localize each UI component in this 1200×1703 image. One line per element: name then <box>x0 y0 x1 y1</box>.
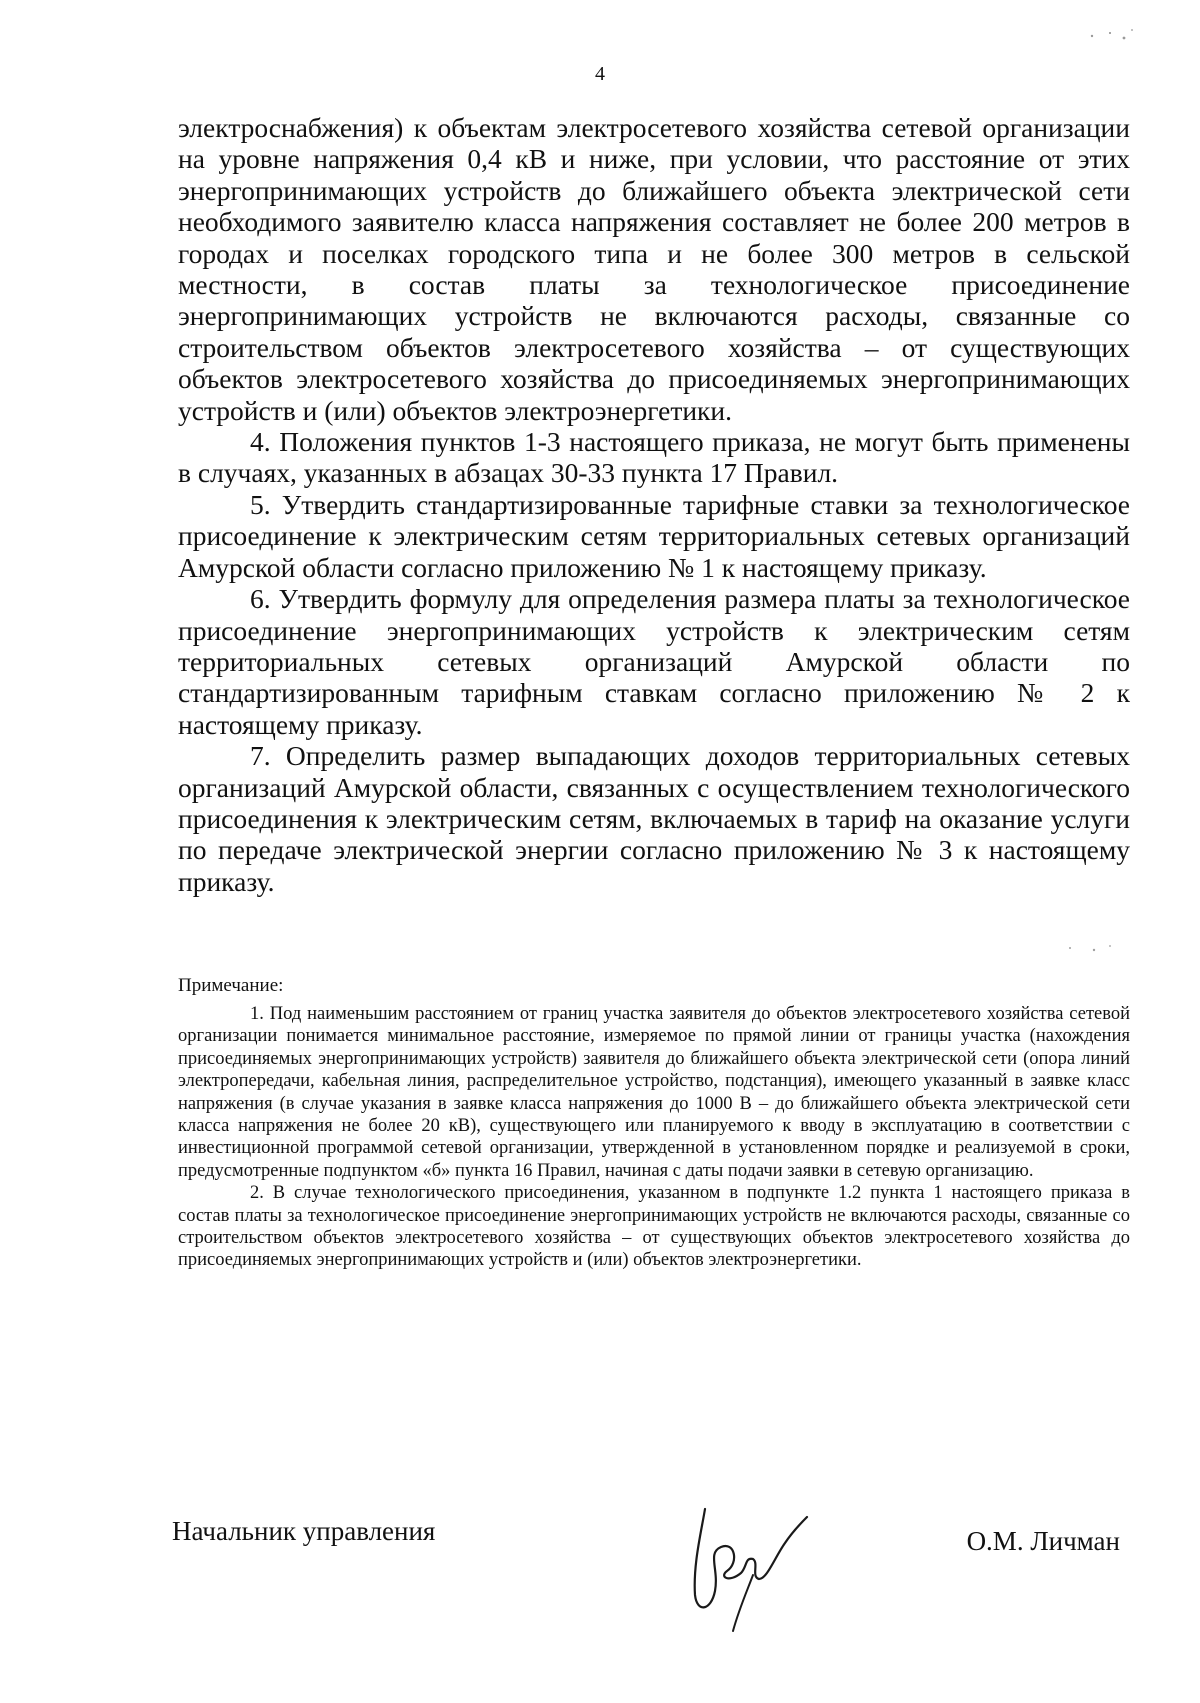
main-body-text <box>178 112 1130 897</box>
signatory-name: О.М. Личман <box>966 1526 1120 1556</box>
paragraph-item-5: 5. Утвердить стандартизированные тарифные ставки за технологическое присоединение к электрическим сетям территориальных сетевых организаций Амурской области согласно приложению № 1 к настоящему приказу. <box>178 488 1130 583</box>
paragraph-item-7: 7. Определить размер выпадающих доходов территориальных сетевых организаций Амурской области, связанных с осуществлением технологического присоединения к электрическим сетям, включаемых в тариф на оказание услуги по передаче электрической энергии согласно приложению № 3 к настоящему приказу. <box>178 740 1130 897</box>
signatory-position: Начальник управления <box>172 1516 436 1546</box>
scan-noise-mark <box>1080 24 1140 46</box>
note-heading: Примечание: <box>178 975 284 996</box>
paragraph-item-4: 4. Положения пунктов 1-3 настоящего приказа, не могут быть применены в случаях, указанных в абзацах 30-33 пункта 17 Правил. <box>178 426 1130 489</box>
signature-block <box>172 1515 1120 1665</box>
scan-noise-mark <box>1060 938 1120 960</box>
paragraph-item-6: 6. Утвердить формулу для определения размера платы за технологическое присоединение энергопринимающих устройств к электрическим сетям территориальных сетевых организаций Амурской области по стандартизированным тарифным ставкам согласно приложению № 2 к настоящему приказу. <box>178 583 1130 740</box>
handwritten-signature <box>667 1487 817 1637</box>
page-number: 4 <box>595 63 605 85</box>
paragraph-continuation: электроснабжения) к объектам электросетевого хозяйства сетевой организации на уровне напряжения 0,4 кВ и ниже, при условии, что расстояние от этих энергопринимающих устройств до ближайшего объекта электрической сети необходимого заявителю класса напряжения составляет не более 200 метров в городах и поселках городского типа и не более 300 метров в сельской местности, в состав платы за технологическое присоединение энергопринимающих устройств не включаются расходы, связанные со строительством объектов электросетевого хозяйства – от существующих объектов электросетевого хозяйства до присоединяемых энергопринимающих устройств и (или) объектов электроэнергетики. <box>178 112 1130 426</box>
note-item-1: 1. Под наименьшим расстоянием от границ участка заявителя до объектов электросетевого хозяйства сетевой организации понимается минимальное расстояние, измеряемое по прямой линии от границы участка (нахождения присоединяемых энергопринимающих устройств) заявителя до ближайшего объекта электрической сети (опора линий электропередачи, кабельная линия, распределительное устройство, подстанция), имеющего указанный в заявке класс напряжения (в случае указания в заявке класса напряжения до 1000 В – до ближайшего объекта электрической сети класса напряжения не более 20 кВ), существующего или планируемого к вводу в эксплуатацию в соответствии с инвестиционной программой сетевой организации, утвержденной в установленном порядке и реализуемой в сроки, предусмотренные подпунктом «б» пункта 16 Правил, начиная с даты подачи заявки в сетевую организацию. <box>178 1004 1130 1181</box>
notes-section <box>178 1003 1130 1272</box>
note-item-2: 2. В случае технологического присоединения, указанном в подпункте 1.2 пункта 1 настоящего приказа в состав платы за технологическое присоединение энергопринимающих устройств не включаются расходы, связанные со строительством объектов электросетевого хозяйства – от существующих объектов электросетевого хозяйства до присоединяемых энергопринимающих устройств и (или) объектов электроэнергетики. <box>178 1183 1130 1271</box>
